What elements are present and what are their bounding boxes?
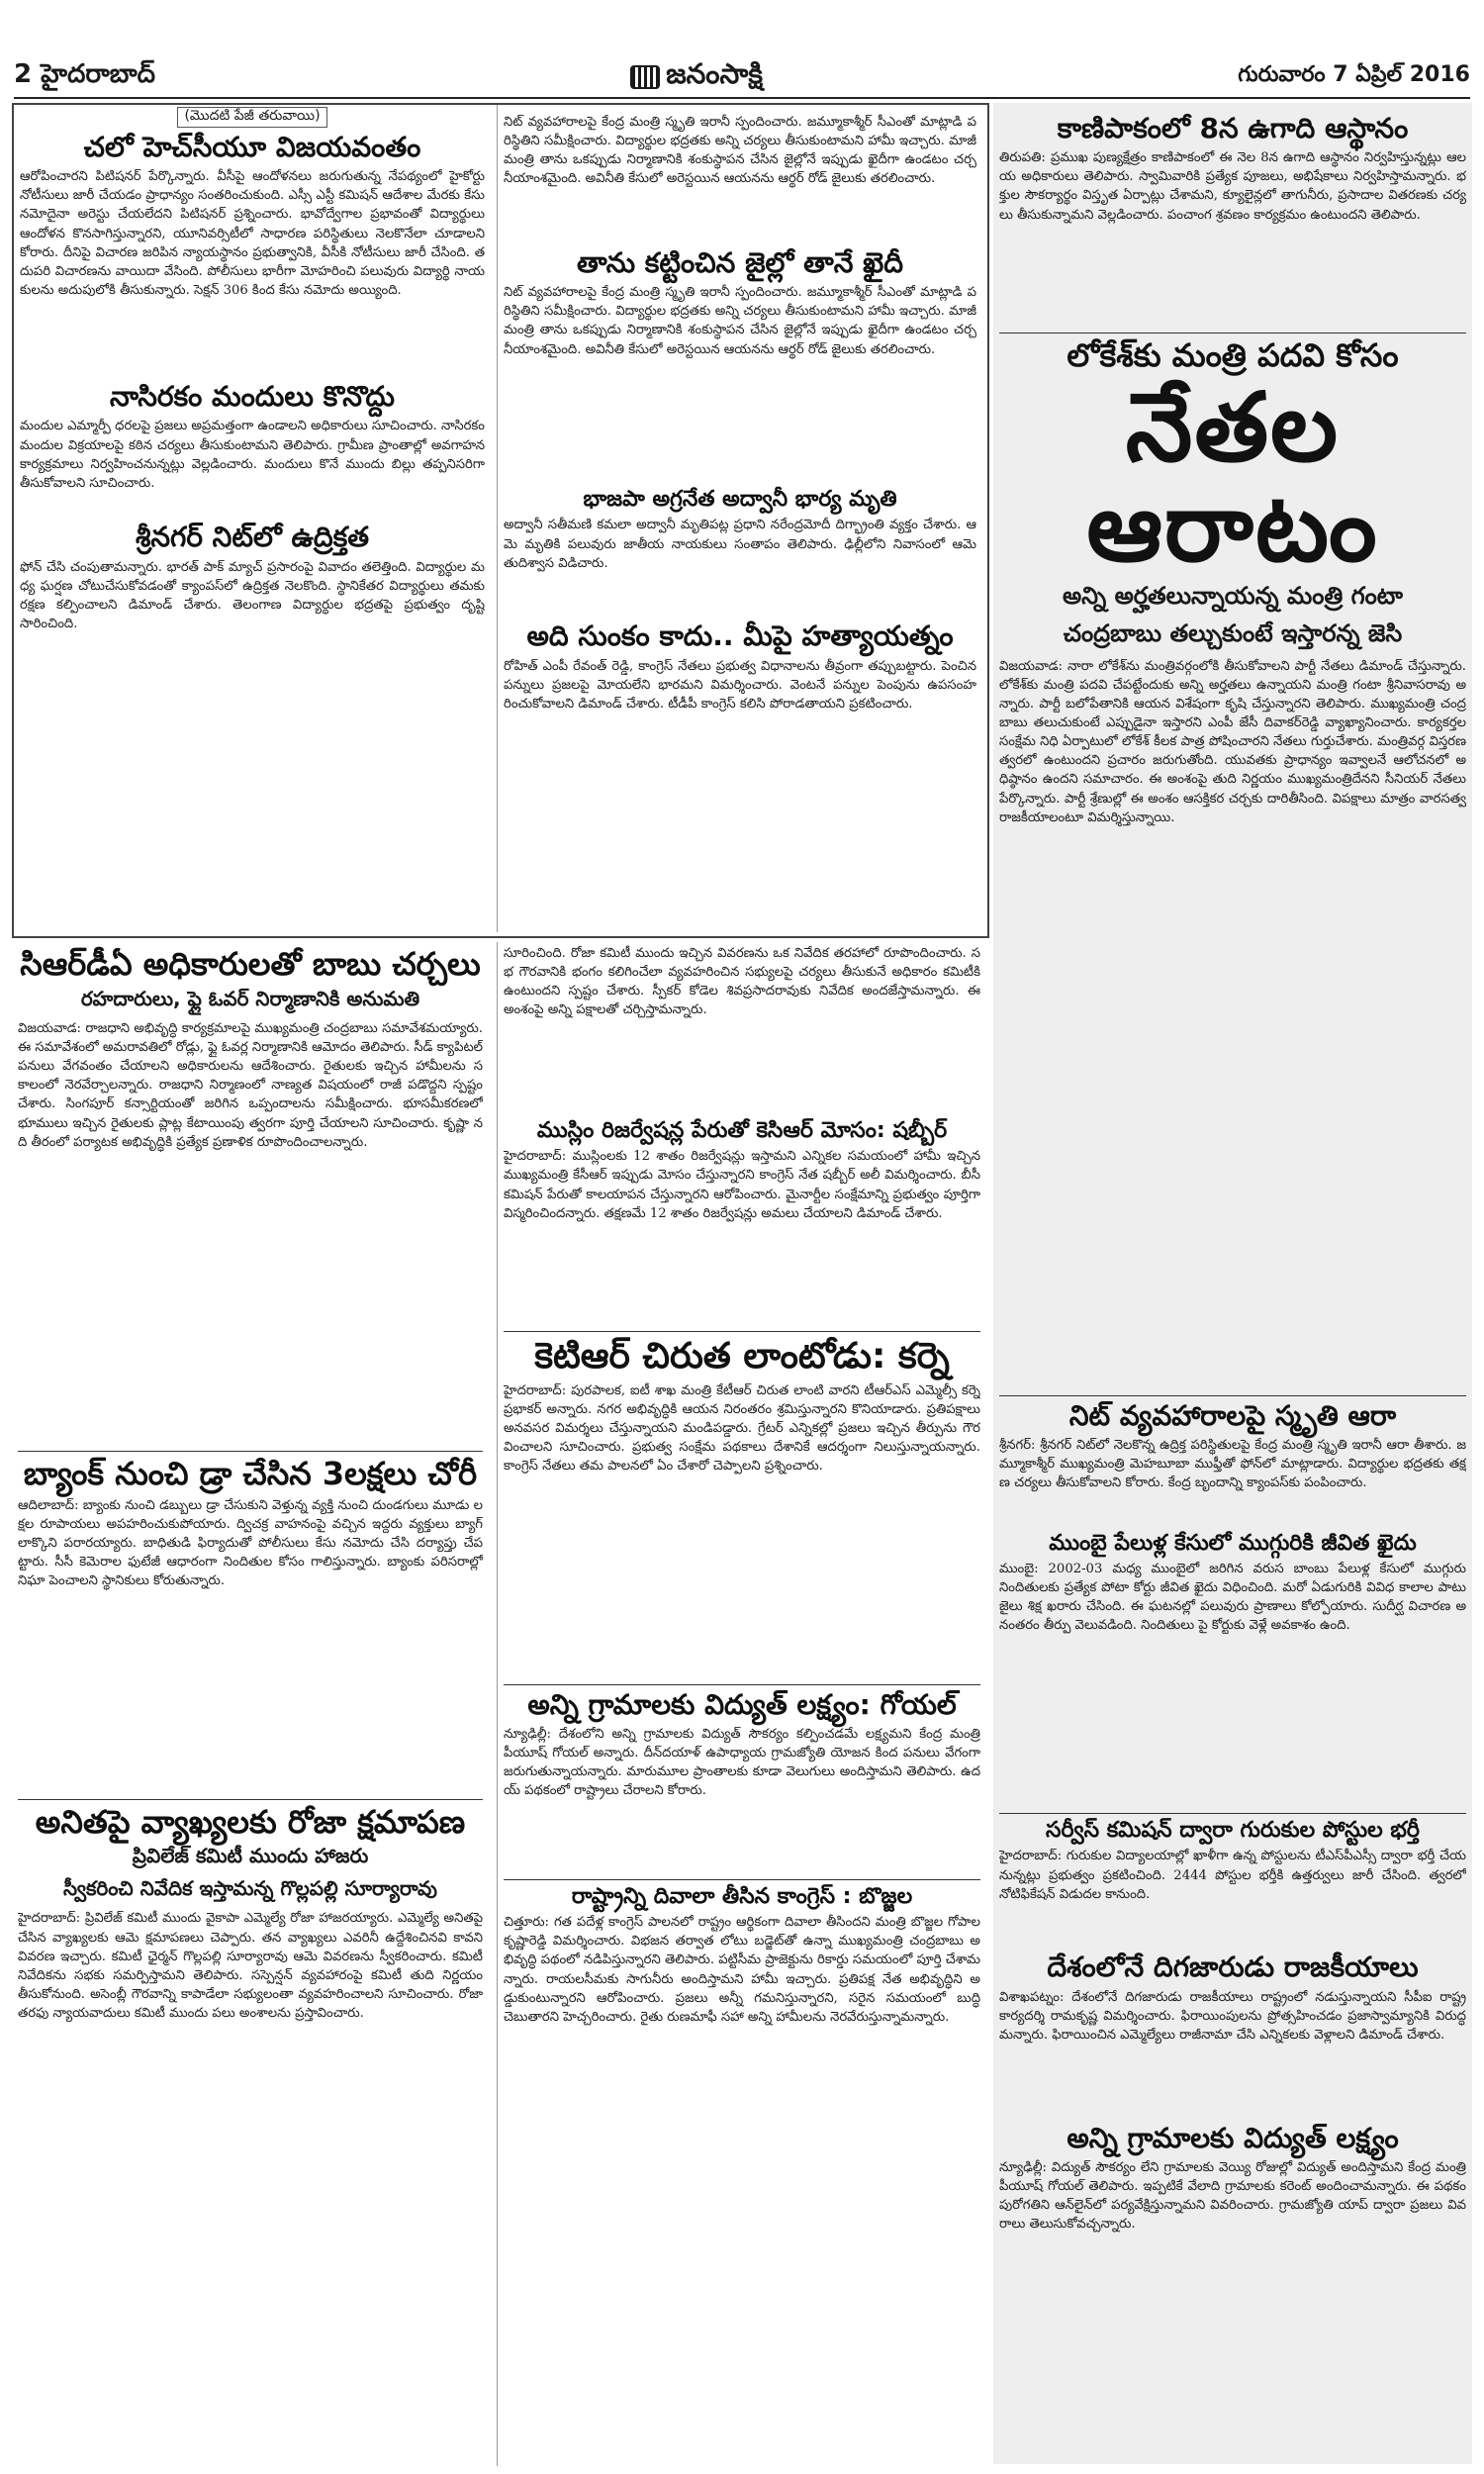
story-body: ఫోన్‌ చేసి చంపుతామన్నారు. భారత్‌ పాక్‌ మ్యాచ్‌ ప్రసారంపై వివాదం తలెత్తింది. విద్యార్థుల మధ్య ఘర్షణ చోటుచేసుకోవడంతో క్యాంపస్‌లో ఉద్రిక్తత నెలకొంది. స్థానికేతర విద్యార్థులు తమకు రక్షణ కల్పించాలని డిమాండ్‌ చేశారు. తెలంగాణ విద్యార్థుల భద్రతపై ప్రభుత్వం దృష్టి సారించింది. bbox=[20, 559, 485, 631]
headline: అన్ని గ్రామాలకు విద్యుత్‌ లక్ష్యం bbox=[1067, 2121, 1399, 2154]
headline: అన్ని గ్రామాలకు విద్యుత్‌ లక్ష్యం: గోయల్‌ bbox=[527, 1687, 957, 1721]
story-body: నిట్‌ వ్యవహారాలపై కేంద్ర మంత్రి స్మృతి ఇరానీ స్పందించారు. జమ్మూకాశ్మీర్‌ సీఎంతో మాట్లాడి పరిస్థితిని సమీక్షించారు. విద్యార్థుల భద్రతకు అన్ని చర్యలు తీసుకుంటామని హామీ ఇచ్చారు. మాజీ మంత్రి తాను ఒకప్పుడు నిర్మాణానికి శంకుస్థాపన చేసిన జైల్లోనే ఇప్పుడు ఖైదీగా ఉండటం చర్చనీయాంశమైంది. అవినీతి కేసులో అరెస్టయిన ఆయనను ఆర్థర్‌ రోడ్‌ జైలుకు తరలించారు. bbox=[504, 115, 976, 187]
divider bbox=[999, 1395, 1466, 1396]
story-mumbai-blasts bbox=[993, 1531, 1472, 1807]
headline: కాణిపాకంలో 8న ఉగాది ఆస్థానం bbox=[1057, 112, 1409, 144]
story-crda bbox=[12, 946, 489, 1445]
subheadline: రహదారులు, ఫ్లై ఓవర్‌ నిర్మాణానికి అనుమతి bbox=[80, 986, 420, 1010]
story-body: హైదరాబాద్‌: గురుకుల విద్యాలయాల్లో ఖాళీగా ఉన్న పోస్టులను టీఎస్‌పీఎస్సీ ద్వారా భర్తీ చేయనున్నట్లు ప్రభుత్వం ప్రకటించింది. 2444 పోస్టుల భర్తీకి ఉత్తర్వులు జారీ చేసింది. త్వరలో నోటిఫికేషన్‌ విడుదల కానుంది. bbox=[999, 1849, 1466, 1902]
headline: రాష్ట్రాన్ని దివాలా తీసిన కాంగ్రెస్‌ : బొజ్జల bbox=[571, 1883, 913, 1909]
masthead bbox=[14, 57, 1470, 99]
continued-kicker: (మొదటి పేజీ తరువాయి) bbox=[177, 107, 326, 128]
story-body: హైదరాబాద్‌: పురపాలక, ఐటీ శాఖ మంత్రి కేటీఆర్‌ చిరుత లాంటి వారని టీఆర్‌ఎస్‌ ఎమ్మెల్సీ కర్నె ప్రభాకర్‌ అన్నారు. నగర అభివృద్ధికి ఆయన నిరంతరం శ్రమిస్తున్నారని కొనియాడారు. ప్రతిపక్షాలు అనవసర విమర్శలు చేస్తున్నాయని మండిపడ్డారు. గ్రేటర్‌ ఎన్నికల్లో ప్రజలు ఇచ్చిన తీర్పును గౌరవించాలని సూచించారు. ప్రభుత్వ సంక్షేమ పథకాలు దేశానికే ఆదర్శంగా నిలుస్తున్నాయన్నారు. కాంగ్రెస్‌ నేతలు తమ పాలనలో ఏం చేశారో చెప్పాలని ప్రశ్నించారు. bbox=[504, 1382, 980, 1475]
continuation-box bbox=[12, 103, 989, 938]
story-smriti bbox=[993, 1400, 1472, 1525]
story-muslim-reservation bbox=[498, 1118, 986, 1325]
story-roja bbox=[12, 1804, 489, 2405]
headline-large: నేతల ఆరాటం bbox=[1086, 371, 1379, 583]
box-column-left bbox=[14, 105, 491, 932]
story-body: రోహిత్‌ ఎంపీ రేవంత్‌ రెడ్డి, కాంగ్రెస్‌ నేతలు ప్రభుత్వ విధానాలను తీవ్రంగా తప్పుబట్టారు. పెంచిన పన్నులు ప్రజలపై మోయలేని భారమని విమర్శించారు. వెంటనే పన్నుల పెంపును ఉపసంహరించుకోవాలని డిమాండ్‌ చేశారు. టీడీపీ కాంగ్రెస్‌ కలిసి పోరాడతాయని ప్రకటించారు. bbox=[504, 658, 976, 712]
story-medicines bbox=[14, 381, 491, 516]
newspaper-logo-icon bbox=[630, 65, 660, 89]
story-body: నిట్‌ వ్యవహారాలపై కేంద్ర మంత్రి స్మృతి ఇరానీ స్పందించారు. జమ్మూకాశ్మీర్‌ సీఎంతో మాట్లాడి పరిస్థితిని సమీక్షించారు. విద్యార్థుల భద్రతకు అన్ని చర్యలు తీసుకుంటామని హామీ ఇచ్చారు. మాజీ మంత్రి తాను ఒకప్పుడు నిర్మాణానికి శంకుస్థాపన చేసిన జైల్లోనే ఇప్పుడు ఖైదీగా ఉండటం చర్చనీయాంశమైంది. అవినీతి కేసులో అరెస్టయిన ఆయనను ఆర్థర్‌ రోడ్‌ జైలుకు తరలించారు. bbox=[504, 285, 976, 357]
story-body: ముంబై: 2002-03 మధ్య ముంబైలో జరిగిన వరుస బాంబు పేలుళ్ల కేసులో ముగ్గురు నిందితులకు ప్రత్యేక పోటా కోర్టు జీవిత ఖైదు విధించింది. మరో ఏడుగురికి వివిధ కాలాల పాటు జైలు శిక్ష ఖరారు చేసింది. ఈ ఘటనల్లో పలువురు ప్రాణాలు కోల్పోయారు. సుదీర్ఘ విచారణ అనంతరం తీర్పు వెలువడింది. నిందితులు పై కోర్టుకు వెళ్లే అవకాశం ఉంది. bbox=[999, 1562, 1466, 1634]
divider bbox=[504, 1331, 980, 1332]
headline: శ్రీనగర్‌ నిట్‌లో ఉద్రిక్తత bbox=[135, 521, 370, 554]
story-body: విజయవాడ: నారా లోకేశ్‌ను మంత్రివర్గంలోకి తీసుకోవాలని పార్టీ నేతలు డిమాండ్‌ చేస్తున్నారు. లోకేశ్‌కు మంత్రి పదవి చేపట్టేందుకు అన్ని అర్హతలు ఉన్నాయని మంత్రి గంటా శ్రీనివాసరావు అన్నారు. పార్టీ బలోపేతానికి ఆయన విశేషంగా కృషి చేస్తున్నారని తెలిపారు. ముఖ్యమంత్రి చంద్రబాబు తలుచుకుంటే ఎప్పుడైనా ఇస్తారని ఎంపీ జేసీ దివాకర్‌రెడ్డి వ్యాఖ్యానించారు. కార్యకర్తల సంక్షేమ నిధి ఏర్పాటులో లోకేశ్‌ కీలక పాత్ర పోషించారని నేతలు గుర్తుచేశారు. మంత్రివర్గ విస్తరణ త్వరలో ఉంటుందని ప్రచారం జరుగుతోంది. యువతకు ప్రాధాన్యం ఇవ్వాలనే ఆలోచనలో అధిష్ఠానం ఉందని సమాచారం. ఈ అంశంపై తుది నిర్ణయం ముఖ్యమంత్రిదేనని సీనియర్‌ నేతలు పేర్కొన్నారు. పార్టీ శ్రేణుల్లో ఈ అంశం ఆసక్తికర చర్చకు దారితీసింది. విపక్షాలు మాత్రం వారసత్వ రాజకీయాలంటూ విమర్శిస్తున్నాయి. bbox=[999, 658, 1466, 825]
story-body: మందుల ఎమ్మార్పీ ధరలపై ప్రజలు అప్రమత్తంగా ఉండాలని అధికారులు సూచించారు. నాసిరకం మందుల విక్రయాలపై కఠిన చర్యలు తీసుకుంటామని తెలిపారు. గ్రామీణ ప్రాంతాల్లో అవగాహన కార్యక్రమాలు నిర్వహించనున్నట్లు వెల్లడించారు. మందులు కొనే ముందు బిల్లు తప్పనిసరిగా తీసుకోవాలని సూచించారు. bbox=[20, 419, 485, 491]
left-column bbox=[12, 942, 489, 2466]
story-lokesh bbox=[993, 337, 1472, 1388]
headline: భాజపా అగ్రనేత అద్వానీ భార్య మృతి bbox=[583, 487, 897, 513]
story-nit-tension bbox=[14, 522, 491, 696]
paper-logo bbox=[630, 57, 763, 97]
headline: అది సుంకం కాదు.. మీపై హత్యాయత్నం bbox=[526, 619, 954, 653]
story-body: విశాఖపట్నం: దేశంలోనే దిగజారుడు రాజకీయాలు రాష్ట్రంలో నడుస్తున్నాయని సీపీఐ రాష్ట్ర కార్యదర్శి రామకృష్ణ విమర్శించారు. ఫిరాయింపులను ప్రోత్సహించడం ప్రజాస్వామ్యానికి విరుద్ధమన్నారు. ఫిరాయించిన ఎమ్మెల్యేలు రాజీనామా చేసి ఎన్నికలకు వెళ్లాలని డిమాండ్‌ చేశారు. bbox=[999, 1989, 1466, 2043]
story-ktr bbox=[498, 1336, 986, 1677]
headline: అనితపై వ్యాఖ్యలకు రోజా క్షమాపణ bbox=[35, 1802, 466, 1841]
story-body: అద్వానీ సతీమణి కమలా అద్వానీ మృతిపట్ల ప్రధాని నరేంద్రమోదీ దిగ్భ్రాంతి వ్యక్తం చేశారు. ఆమె మృతికి పలువురు జాతీయ నాయకులు సంతాపం తెలిపారు. ఢిల్లీలోని నివాసంలో ఆమె తుదిశ్వాస విడిచారు. bbox=[504, 518, 976, 571]
headline: సర్వీస్‌ కమిషన్‌ ద్వారా గురుకుల పోస్టుల భర్తీ bbox=[1046, 1818, 1420, 1844]
headline: ముస్లిం రిజర్వేషన్ల పేరుతో కెసిఆర్‌ మోసం: షబ్బీర్‌ bbox=[536, 1118, 948, 1143]
subheadline: ప్రివిలేజ్‌ కమిటీ ముందు హాజరు bbox=[132, 1844, 369, 1868]
story-body: న్యూఢిల్లీ: దేశంలోని అన్ని గ్రామాలకు విద్యుత్‌ సౌకర్యం కల్పించడమే లక్ష్యమని కేంద్ర మంత్రి పీయూష్‌ గోయల్‌ అన్నారు. దీన్‌దయాళ్‌ ఉపాధ్యాయ గ్రామజ్యోతి యోజన కింద పనులు వేగంగా జరుగుతున్నాయన్నారు. మారుమూల ప్రాంతాలకు కూడా వెలుగులు అందిస్తామని తెలిపారు. ఉదయ్‌ పథకంలో రాష్ట్రాలు చేరాలని కోరారు. bbox=[504, 1726, 980, 1799]
headline: ముంబై పేలుళ్ల కేసులో ముగ్గురికి జీవిత ఖైదు bbox=[1049, 1530, 1417, 1556]
story-body: హైదరాబాద్‌: ముస్లింలకు 12 శాతం రిజర్వేషన్లు ఇస్తామని ఎన్నికల సమయంలో హామీ ఇచ్చిన ముఖ్యమంత్రి కేసీఆర్‌ ఇప్పుడు మోసం చేస్తున్నారని కాంగ్రెస్‌ నేత షబ్బీర్‌ అలీ విమర్శించారు. బీసీ కమిషన్‌ పేరుతో కాలయాపన చేస్తున్నారని ఆరోపించారు. మైనార్టీల సంక్షేమాన్ని ప్రభుత్వం పూర్తిగా విస్మరించిందన్నారు. తక్షణమే 12 శాతం రిజర్వేషన్లు అమలు చేయాలని డిమాండ్‌ చేశారు. bbox=[504, 1149, 980, 1221]
paper-name: జనంసాక్షి bbox=[666, 57, 763, 90]
story-jail bbox=[498, 247, 982, 481]
story-body: హైదరాబాద్‌: ప్రివిలేజ్‌ కమిటీ ముందు వైకాపా ఎమ్మెల్యే రోజా హాజరయ్యారు. ఎమ్మెల్యే అనితపై చేసిన వ్యాఖ్యలకు ఆమె క్షమాపణలు చెప్పారు. తన వ్యాఖ్యలు ఎవరినీ ఉద్దేశించినవి కావని వివరణ ఇచ్చారు. కమిటీ ఛైర్మన్‌ గొల్లపల్లి సూర్యారావు ఆమె వివరణను స్వీకరించారు. కమిటీ నివేదికను సభకు సమర్పిస్తామని తెలిపారు. సస్పెన్షన్‌ వ్యవహారంపై కమిటీ తుది నిర్ణయం తీసుకోనుంది. అసెంబ్లీ గౌరవాన్ని కాపాడేలా సభ్యులంతా వ్యవహరించాలని సూచించారు. రోజా తరఫు న్యాయవాదులు కమిటీ ముందు పలు అంశాలను ప్రస్తావించారు. bbox=[18, 1911, 483, 2022]
story-electricity bbox=[993, 2123, 1472, 2287]
story-body: ఆరోపించారని పిటిషనర్‌ పేర్కొన్నారు. వీసీపై ఆందోళనలు జరుగుతున్న నేపథ్యంలో హైకోర్టు నోటీసులు జారీ చేయడం ప్రాధాన్యం సంతరించుకుంది. ఎస్సీ ఎస్టీ కమిషన్‌ ఆదేశాల మేరకు కేసు నమోదైనా అరెస్టు చేయలేదని పిటిషనర్‌ ప్రశ్నించారు. భావోద్వేగాల ప్రభావంతో విద్యార్థులు ఆందోళన కొనసాగిస్తున్నారని, యూనివర్సిటీలో సాధారణ పరిస్థితులు నెలకొనేలా చూడాలని కోరారు. దీనిపై విచారణ జరిపిన న్యాయస్థానం ప్రభుత్వానికి, వీసీకి నోటీసులు జారీ చేసింది. తదుపరి విచారణను వాయిదా వేసింది. పోలీసులు భారీగా మోహరించి పలువురు విద్యార్థి నాయకులను అదుపులోకి తీసుకున్నారు. సెక్షన్‌ 306 కింద కేసు నమోదు అయ్యింది. bbox=[20, 169, 485, 299]
story-kanipakam bbox=[993, 113, 1472, 327]
story-body: చిత్తూరు: గత పదేళ్ల కాంగ్రెస్‌ పాలనలో రాష్ట్రం ఆర్థికంగా దివాలా తీసిందని మంత్రి బొజ్జల గోపాలకృష్ణారెడ్డి విమర్శించారు. విభజన తర్వాత లోటు బడ్జెట్‌తో ఉన్నా ముఖ్యమంత్రి చంద్రబాబు అభివృద్ధి పథంలో నడిపిస్తున్నారని తెలిపారు. పట్టిసీమ ప్రాజెక్టును రికార్డు సమయంలో పూర్తి చేశామన్నారు. రాయలసీమకు సాగునీరు అందిస్తామని హామీ ఇచ్చారు. ప్రతిపక్ష నేత అభివృద్ధిని అడ్డుకుంటున్నారని ఆరోపించారు. ప్రజలు అన్నీ గమనిస్తున్నారని, సరైన సమయంలో బుద్ధి చెబుతారని హెచ్చరించారు. రైతు రుణమాఫీ సహా అన్ని హామీలను నెరవేరుస్తున్నామన్నారు. bbox=[504, 1915, 980, 2025]
story-bojjala bbox=[498, 1884, 986, 2289]
story-body: ఆదిలాబాద్‌: బ్యాంకు నుంచి డబ్బులు డ్రా చేసుకుని వెళ్తున్న వ్యక్తి నుంచి దుండగులు మూడు లక్షల రూపాయలు అపహరించుకుపోయారు. ద్విచక్ర వాహనంపై వచ్చిన ఇద్దరు వ్యక్తులు బ్యాగ్‌ లాక్కొని పరారయ్యారు. బాధితుడి ఫిర్యాదుతో పోలీసులు కేసు నమోదు చేసి దర్యాప్తు చేపట్టారు. సీసీ కెమెరాల ఫుటేజీ ఆధారంగా నిందితుల కోసం గాలిస్తున్నారు. బ్యాంకు పరిసరాల్లో నిఘా పెంచాలని స్థానికులు కోరుతున్నారు. bbox=[18, 1497, 483, 1589]
story-bank-theft bbox=[12, 1456, 489, 1793]
story-advani bbox=[498, 487, 982, 615]
headline: తాను కట్టించిన జైల్లో తానే ఖైదీ bbox=[576, 246, 904, 279]
story-body: తిరుపతి: ప్రముఖ పుణ్యక్షేత్రం కాణిపాకంలో ఈ నెల 8న ఉగాది ఆస్థానం నిర్వహిస్తున్నట్లు ఆలయ అధికారులు తెలిపారు. స్వామివారికి ప్రత్యేక పూజలు, అభిషేకాలు నిర్వహిస్తామన్నారు. భక్తుల సౌకర్యార్థం విస్తృత ఏర్పాట్లు చేశామని, క్యూలైన్లలో తాగునీరు, ప్రసాదాల వితరణకు చర్యలు తీసుకున్నామని వెల్లడించారు. పంచాంగ శ్రవణం కార్యక్రమం ఉంటుందని తెలిపారు. bbox=[999, 150, 1466, 223]
divider bbox=[18, 1799, 483, 1800]
issue-date: గురువారం 7 ఏప్రిల్ 2016 bbox=[1238, 62, 1470, 87]
headline: సిఆర్‌డీఏ అధికారులతో బాబు చర్చలు bbox=[20, 945, 481, 983]
divider bbox=[504, 1879, 980, 1880]
divider bbox=[18, 1451, 483, 1452]
headline: నాసిరకం మందులు కొనొద్దు bbox=[110, 380, 395, 414]
subheadline: అన్ని అర్హతలున్నాయన్న మంత్రి గంటా bbox=[1062, 581, 1403, 610]
story-tax bbox=[498, 620, 982, 765]
headline: దేశంలోనే దిగజారుడు రాజకీయాలు bbox=[1047, 1951, 1419, 1984]
divider bbox=[999, 1813, 1466, 1814]
middle-column bbox=[497, 942, 986, 2466]
subheadline: చంద్రబాబు తల్చుకుంటే ఇస్తారన్న జెసి bbox=[1063, 618, 1403, 647]
right-column bbox=[993, 103, 1472, 2464]
headline: లోకేశ్‌కు మంత్రి పదవి కోసం bbox=[1067, 336, 1399, 375]
headline: కెటిఆర్‌ చిరుత లాంటోడు: కర్నె bbox=[534, 1336, 950, 1378]
story-goyal bbox=[498, 1689, 986, 1873]
story-body-continued: సూరించింది. రోజా కమిటీ ముందు ఇచ్చిన వివరణను ఒక నివేదిక తరహాలో రూపొందించారు. సభ గౌరవానికి భంగం కలిగించేలా వ్యవహరించిన సభ్యులపై చర్యలు తీసుకునే అధికారం కమిటీకి ఉంటుందని స్పష్టం చేశారు. స్పీకర్‌ కోడెల శివప్రసాదరావుకు నివేదిక అందజేస్తామన్నారు. ఈ అంశంపై అన్ని పక్షాలతో చర్చిస్తామన్నారు. bbox=[504, 946, 980, 1018]
box-column-right bbox=[497, 105, 982, 932]
story-gurukul bbox=[993, 1818, 1472, 1946]
story-body: శ్రీనగర్‌: శ్రీనగర్‌ నిట్‌లో నెలకొన్న ఉద్రిక్త పరిస్థితులపై కేంద్ర మంత్రి స్మృతి ఇరానీ ఆరా తీశారు. జమ్మూకాశ్మీర్‌ ముఖ్యమంత్రి మెహబూబా ముఫ్తీతో ఫోన్‌లో మాట్లాడారు. విద్యార్థుల భద్రతకు తక్షణ చర్యలు తీసుకోవాలని కోరారు. కేంద్ర బృందాన్ని క్యాంపస్‌కు పంపించారు. bbox=[999, 1437, 1466, 1491]
divider bbox=[504, 1684, 980, 1685]
subheadline: స్వీకరించి నివేదిక ఇస్తామన్న గొల్లపల్లి సూర్యారావు bbox=[63, 1876, 437, 1901]
story-body: న్యూఢిల్లీ: విద్యుత్‌ సౌకర్యం లేని గ్రామాలకు వెయ్యి రోజుల్లో విద్యుత్‌ అందిస్తామని కేంద్ర మంత్రి పీయూష్‌ గోయల్‌ తెలిపారు. ఇప్పటికే వేలాది గ్రామాలకు కరెంట్‌ అందించామన్నారు. ఈ పథకం పురోగతిని ఆన్‌లైన్‌లో పర్యవేక్షిస్తున్నామని వివరించారు. గ్రామజ్యోతి యాప్‌ ద్వారా ప్రజలు వివరాలు తెలుసుకోవచ్చన్నారు. bbox=[999, 2159, 1466, 2233]
story-politics bbox=[993, 1951, 1472, 2116]
headline: నిట్‌ వ్యవహారాలపై స్మృతి ఆరా bbox=[1068, 1398, 1397, 1432]
headline: బ్యాంక్‌ నుంచి డ్రా చేసిన 3లక్షలు చోరీ bbox=[23, 1454, 478, 1492]
headline: చలో హెచ్‌సీయూ విజయవంతం bbox=[83, 131, 421, 163]
story-body: విజయవాడ: రాజధాని అభివృద్ధి కార్యక్రమాలపై ముఖ్యమంత్రి చంద్రబాబు సమావేశమయ్యారు. ఈ సమావేశంలో అమరావతిలో రోడ్లు, ఫ్లై ఓవర్ల నిర్మాణానికి ఆమోదం తెలిపారు. సీడ్‌ క్యాపిటల్‌ పనులు వేగవంతం చేయాలని అధికారులను ఆదేశించారు. రైతులకు ఇచ్చిన హామీలను సకాలంలో నెరవేర్చాలన్నారు. రాజధాని నిర్మాణంలో నాణ్యత విషయంలో రాజీ పడొద్దని స్పష్టం చేశారు. సింగపూర్‌ కన్సార్టియంతో జరిగిన ఒప్పందాలను సమీక్షించారు. భూసమీకరణలో భూములు ఇచ్చిన రైతులకు ప్లాట్ల కేటాయింపు త్వరగా పూర్తి చేయాలని సూచించారు. కృష్ణా నది తీరంలో పర్యాటక అభివృద్ధికి ప్రత్యేక ప్రణాళిక రూపొందించాలన్నారు. bbox=[18, 1020, 483, 1150]
page-number-label: 2 హైదరాబాద్ bbox=[14, 59, 155, 89]
story-hcu bbox=[14, 132, 491, 375]
